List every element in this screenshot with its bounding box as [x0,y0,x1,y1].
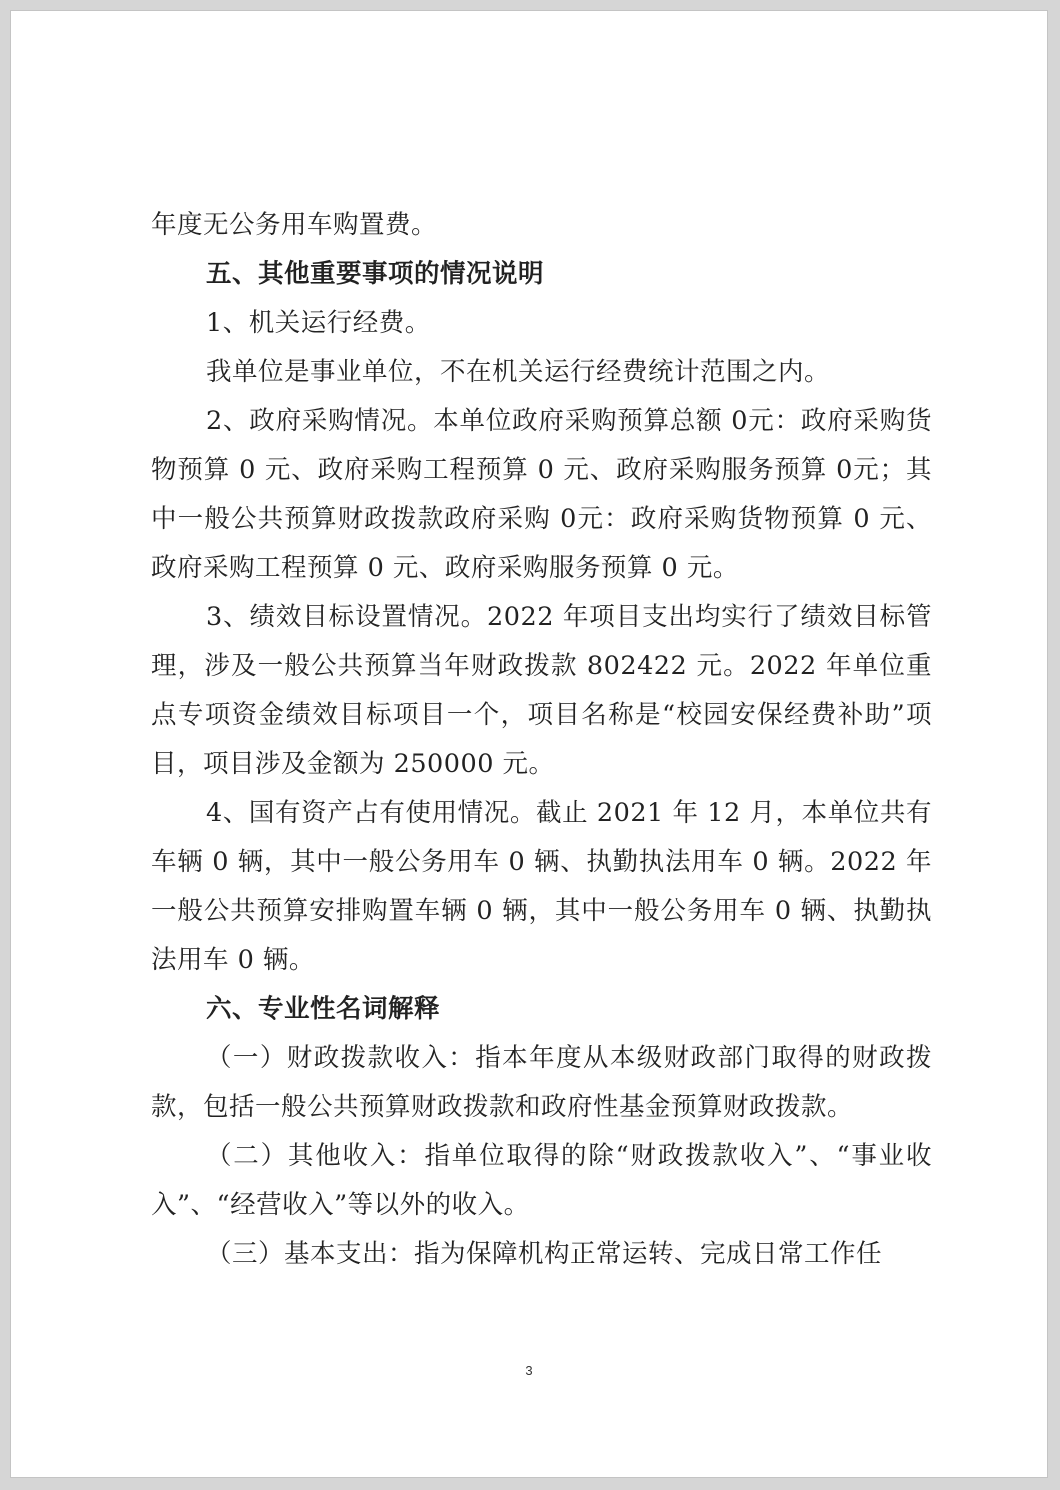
paragraph-operating-expenses-title: 1、机关运行经费。 [206,308,431,338]
page-number: 3 [525,1363,533,1378]
document-page [10,10,1048,1478]
paragraph-government-procurement: 2、政府采购情况。本单位政府采购预算总额 0元：政府采购货物预算 0 元、政府采购工程预算 0 元、政府采购服务预算 0元；其中一般公共预算财政拨款政府采购 0元：政府采购货物预算 0 元、政府采购工程预算 0 元、政府采购服务预算 0 元。 [151,406,932,583]
paragraph-other-income: （二）其他收入：指单位取得的除“财政拨款收入”、“事业收入”、“经营收入”等以外的收入。 [151,1141,932,1220]
section-heading-other-matters: 五、其他重要事项的情况说明 [206,259,545,289]
paragraph-operating-expenses-body: 我单位是事业单位，不在机关运行经费统计范围之内。 [206,357,831,387]
paragraph-state-assets: 4、国有资产占有使用情况。截止 2021 年 12 月，本单位共有车辆 0 辆，其中一般公务用车 0 辆、执勤执法用车 0 辆。2022 年一般公共预算安排购置车辆 0 辆，其中一般公务用车 0 辆、执勤执法用车 0 辆。 [151,798,932,975]
paragraph-continuation: 年度无公务用车购置费。 [151,210,438,240]
page-content [151,201,932,1279]
paragraph-basic-expenditure: （三）基本支出：指为保障机构正常运转、完成日常工作任 [206,1239,883,1269]
paragraph-fiscal-appropriation-income: （一）财政拨款收入：指本年度从本级财政部门取得的财政拨款，包括一般公共预算财政拨款和政府性基金预算财政拨款。 [151,1043,932,1122]
paragraph-performance-targets: 3、绩效目标设置情况。2022 年项目支出均实行了绩效目标管理，涉及一般公共预算当年财政拨款 802422 元。2022 年单位重点专项资金绩效目标项目一个，项目名称是“校园安保经费补助”项目，项目涉及金额为 250000 元。 [151,602,932,779]
section-heading-terminology: 六、专业性名词解释 [206,994,441,1024]
